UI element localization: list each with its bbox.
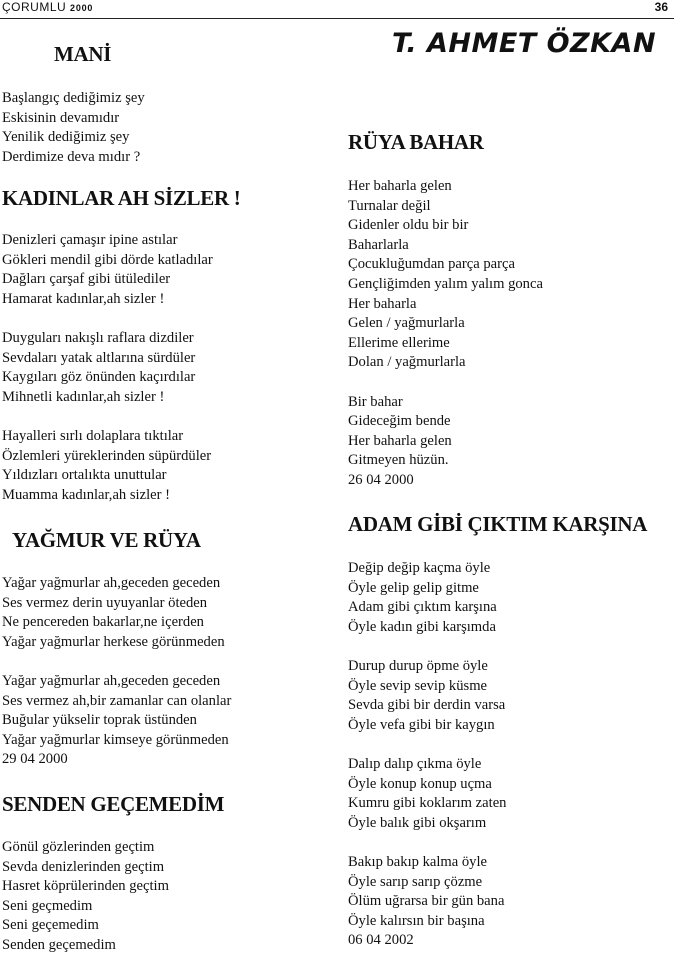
poem-line: Çocukluğumdan parça parça — [348, 256, 515, 273]
poem-line: Denizleri çamaşır ipine astılar — [2, 232, 178, 248]
poem-body-ruya-bahar — [348, 177, 543, 491]
poem-body-mani — [2, 89, 145, 167]
poem-line: Hamarat kadınlar,ah sizler ! — [2, 290, 165, 307]
poem-title-mani: MANİ — [54, 42, 112, 66]
poem-line: Ölüm uğrarsa bir gün bana — [348, 893, 505, 910]
page-number: 36 — [654, 0, 668, 14]
poem-line: Her baharla gelen — [348, 432, 452, 449]
poem-line: Yıldızları ortalıkta unuttular — [2, 467, 167, 484]
poem-line: Muamma kadınlar,ah sizler ! — [2, 486, 170, 503]
poem-title-yagmur: YAĞMUR VE RÜYA — [12, 528, 201, 552]
poem-line: Kaygıları göz önünden kaçırdılar — [2, 369, 196, 386]
poem-line: Yağar yağmurlar ah,geceden geceden — [2, 575, 221, 591]
poem-line: Bir bahar — [348, 393, 403, 410]
poem-line: Yenilik dediğimiz şey — [2, 129, 130, 146]
poem-line: Gönül gözlerinden geçtim — [2, 839, 155, 855]
poem-title-senden: SENDEN GEÇEMEDİM — [2, 792, 225, 816]
poem-line: Eskisinin devamıdır — [2, 109, 120, 126]
poem-line: Her baharla — [348, 295, 417, 312]
poem-line: Yağar yağmurlar herkese görünmeden — [2, 633, 225, 650]
poem-line: Gidenler oldu bir bir — [348, 217, 469, 234]
poem-date: 26 04 2000 — [348, 471, 414, 488]
poem-title-kadinlar: KADINLAR AH SİZLER ! — [2, 186, 241, 210]
poem-line: Gençliğimden yalım yalım gonca — [348, 275, 543, 292]
poem-date: 29 04 2000 — [2, 751, 68, 768]
poem-line: Öyle kadın gibi karşımda — [348, 618, 496, 635]
poem-date: 06 04 2002 — [348, 932, 414, 949]
poem-line: Buğular yükselir toprak üstünden — [2, 712, 197, 729]
poem-line: Sevdaları yatak altlarına sürdüler — [2, 349, 196, 366]
poem-line: Hasret köprülerinden geçtim — [2, 878, 169, 895]
poem-line: Öyle balık gibi okşarım — [348, 814, 487, 831]
poem-line: Dolan / yağmurlarla — [348, 354, 466, 371]
poem-line: Gökleri mendil gibi dörde katladılar — [2, 251, 213, 268]
poem-title-adam-gibi: ADAM GİBİ ÇIKTIM KARŞINA — [348, 512, 648, 536]
poem-line: Adam gibi çıktım karşına — [348, 599, 497, 616]
poem-line: Derdimize deva mıdır ? — [2, 148, 141, 165]
issue-year: 2000 — [70, 3, 94, 13]
poem-line: Sevda denizlerinden geçtim — [2, 858, 165, 875]
poem-line: Durup durup öpme öyle — [348, 657, 488, 674]
poem-body-kadinlar — [2, 231, 213, 505]
poem-body-adam-gibi — [348, 559, 506, 951]
poem-line: Duyguları nakışlı raflara dizdiler — [2, 329, 194, 346]
poem-line: Yağar yağmurlar ah,geceden geceden — [2, 672, 221, 689]
poem-line: Öyle konup konup uçma — [348, 775, 492, 792]
poem-line: Baharlarla — [348, 236, 409, 253]
poem-line: Öyle vefa gibi bir kaygın — [348, 716, 495, 733]
poem-line: Gelen / yağmurlarla — [348, 315, 465, 332]
poem-line: Mihnetli kadınlar,ah sizler ! — [2, 388, 165, 405]
poem-line: Öyle sarıp sarıp çözme — [348, 873, 483, 890]
poem-line: Ne pencereden bakarlar,ne içerden — [2, 614, 204, 631]
poem-line: Öyle kalırsın bir başına — [348, 912, 485, 929]
poem-line: Sevda gibi bir derdin varsa — [348, 697, 506, 714]
poem-line: Öyle gelip gelip gitme — [348, 579, 479, 596]
poem-line: Seni geçmedim — [2, 897, 93, 914]
poem-line: Ellerime ellerime — [348, 334, 450, 351]
poem-line: Değip değip kaçma öyle — [348, 560, 491, 576]
poem-line: Ses vermez ah,bir zamanlar can olanlar — [2, 692, 232, 709]
poem-line: Gideceğim bende — [348, 413, 451, 430]
poem-line: Özlemleri yüreklerinden süpürdüler — [2, 447, 212, 464]
poem-body-senden — [2, 838, 169, 956]
poem-line: Ses vermez derin uyuyanlar öteden — [2, 594, 208, 611]
poem-line: Dalıp dalıp çıkma öyle — [348, 755, 482, 772]
poem-line: Bakıp bakıp kalma öyle — [348, 853, 488, 870]
poem-title-ruya-bahar: RÜYA BAHAR — [348, 130, 484, 154]
poem-line: Kumru gibi koklarım zaten — [348, 795, 507, 812]
poem-line: Başlangıç dediğimiz şey — [2, 90, 145, 106]
poem-line: Seni geçemedim — [2, 917, 99, 934]
page-header — [0, 0, 674, 19]
poem-line: Gitmeyen hüzün. — [348, 452, 449, 469]
poem-line: Yağar yağmurlar kimseye görünmeden — [2, 731, 229, 748]
poem-line: Turnalar değil — [348, 197, 431, 214]
poem-line: Dağları çarşaf gibi ütülediler — [2, 271, 171, 288]
poem-body-yagmur — [2, 574, 231, 770]
poem-line: Hayalleri sırlı dolaplara tıktılar — [2, 427, 184, 444]
author-name: T. AHMET ÖZKAN — [392, 28, 657, 59]
magazine-name: ÇORUMLU 2000 — [2, 0, 94, 14]
poem-line: Senden geçemedim — [2, 936, 116, 953]
poem-line: Öyle sevip sevip küsme — [348, 677, 488, 694]
poem-line: Her baharla gelen — [348, 178, 452, 194]
